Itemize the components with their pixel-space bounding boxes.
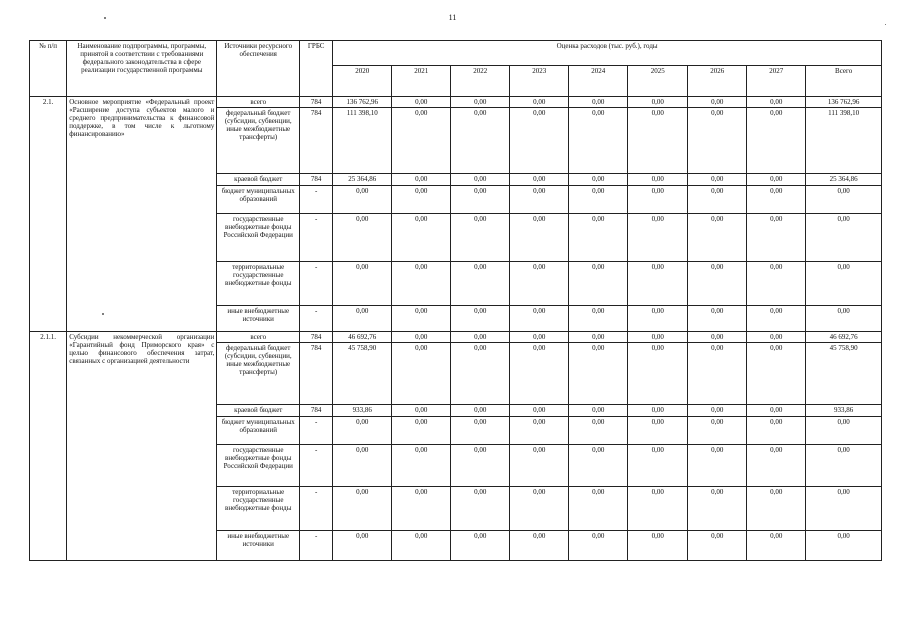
value-total: 45 758,90: [806, 343, 882, 405]
value-2023: 0,00: [510, 417, 569, 445]
grbs-code: -: [300, 487, 333, 531]
value-2021: 0,00: [392, 343, 451, 405]
grbs-code: -: [300, 214, 333, 262]
value-total: 0,00: [806, 531, 882, 561]
value-2026: 0,00: [688, 214, 747, 262]
funding-source: государственные внебюджетные фонды Российской Федерации: [217, 214, 300, 262]
value-total: 0,00: [806, 186, 882, 214]
value-2021: 0,00: [392, 108, 451, 174]
header-estimate: Оценка расходов (тыс. руб.), годы: [333, 41, 882, 66]
value-2027: 0,00: [747, 487, 806, 531]
value-2026: 0,00: [688, 174, 747, 186]
value-2023: 0,00: [510, 108, 569, 174]
value-2022: 0,00: [451, 306, 510, 332]
scan-speck: [104, 17, 106, 19]
value-2026: 0,00: [688, 108, 747, 174]
value-2025: 0,00: [628, 262, 688, 306]
value-2024: 0,00: [569, 487, 628, 531]
grbs-code: -: [300, 186, 333, 214]
value-2027: 0,00: [747, 174, 806, 186]
value-2020: 0,00: [333, 214, 392, 262]
value-2020: 0,00: [333, 306, 392, 332]
value-2021: 0,00: [392, 306, 451, 332]
header-total: Всего: [806, 66, 882, 97]
section-name: Субсидии некоммерческой организации «Гарантийный фонд Приморского края» с целью финансового обеспечения затрат, связанных с организацией деятельности: [67, 332, 217, 561]
grbs-code: -: [300, 445, 333, 487]
header-year: 2020: [333, 66, 392, 97]
value-2026: 0,00: [688, 306, 747, 332]
value-2025: 0,00: [628, 417, 688, 445]
value-2022: 0,00: [451, 97, 510, 108]
grbs-code: 784: [300, 405, 333, 417]
value-2027: 0,00: [747, 306, 806, 332]
grbs-code: -: [300, 417, 333, 445]
table-row: [30, 332, 882, 343]
value-2024: 0,00: [569, 97, 628, 108]
value-2026: 0,00: [688, 417, 747, 445]
value-total: 933,86: [806, 405, 882, 417]
value-2021: 0,00: [392, 186, 451, 214]
value-2021: 0,00: [392, 445, 451, 487]
value-2022: 0,00: [451, 332, 510, 343]
value-2024: 0,00: [569, 405, 628, 417]
value-2023: 0,00: [510, 174, 569, 186]
value-2022: 0,00: [451, 487, 510, 531]
funding-source: иные внебюджетные источники: [217, 306, 300, 332]
value-2027: 0,00: [747, 445, 806, 487]
funding-source: территориальные государственные внебюджетные фонды: [217, 487, 300, 531]
value-2020: 933,86: [333, 405, 392, 417]
funding-source: всего: [217, 97, 300, 108]
value-2027: 0,00: [747, 186, 806, 214]
value-2021: 0,00: [392, 174, 451, 186]
value-2024: 0,00: [569, 174, 628, 186]
value-2025: 0,00: [628, 186, 688, 214]
grbs-code: 784: [300, 332, 333, 343]
value-total: 111 398,10: [806, 108, 882, 174]
value-2020: 136 762,96: [333, 97, 392, 108]
header-source: Источники ресурсного обеспечения: [217, 41, 300, 97]
value-2020: 0,00: [333, 262, 392, 306]
section-code: 2.1.1.: [30, 332, 67, 561]
value-2024: 0,00: [569, 186, 628, 214]
funding-source: всего: [217, 332, 300, 343]
scan-speck: [885, 24, 886, 25]
value-2026: 0,00: [688, 97, 747, 108]
value-2027: 0,00: [747, 214, 806, 262]
value-2024: 0,00: [569, 332, 628, 343]
header-year: 2027: [747, 66, 806, 97]
value-2020: 45 758,90: [333, 343, 392, 405]
funding-source: федеральный бюджет (субсидии, субвенции, иные межбюджетные трансферты): [217, 108, 300, 174]
budget-table: [29, 40, 882, 561]
value-total: 0,00: [806, 306, 882, 332]
value-2022: 0,00: [451, 343, 510, 405]
value-2024: 0,00: [569, 306, 628, 332]
value-2022: 0,00: [451, 445, 510, 487]
funding-source: краевой бюджет: [217, 405, 300, 417]
funding-source: государственные внебюджетные фонды Российской Федерации: [217, 445, 300, 487]
value-2020: 0,00: [333, 487, 392, 531]
value-2023: 0,00: [510, 306, 569, 332]
value-2021: 0,00: [392, 405, 451, 417]
value-2027: 0,00: [747, 417, 806, 445]
header-no: № п/п: [30, 41, 67, 97]
value-2020: 25 364,86: [333, 174, 392, 186]
value-2023: 0,00: [510, 214, 569, 262]
value-2027: 0,00: [747, 97, 806, 108]
funding-source: территориальные государственные внебюджетные фонды: [217, 262, 300, 306]
grbs-code: 784: [300, 174, 333, 186]
value-2023: 0,00: [510, 405, 569, 417]
funding-source: бюджет муниципальных образований: [217, 186, 300, 214]
value-2024: 0,00: [569, 343, 628, 405]
value-2023: 0,00: [510, 97, 569, 108]
value-2022: 0,00: [451, 417, 510, 445]
value-2020: 0,00: [333, 445, 392, 487]
value-2025: 0,00: [628, 97, 688, 108]
header-grbs: ГРБС: [300, 41, 333, 97]
value-total: 0,00: [806, 487, 882, 531]
value-2022: 0,00: [451, 531, 510, 561]
value-2027: 0,00: [747, 343, 806, 405]
header-year: 2024: [569, 66, 628, 97]
header-year: 2021: [392, 66, 451, 97]
value-2020: 0,00: [333, 531, 392, 561]
value-2023: 0,00: [510, 445, 569, 487]
section-name: Основное мероприятие «Федеральный проект «Расширение доступа субъектов малого и среднего предпринимательства к финансовой поддержке, в том числе к льготному финансированию»: [67, 97, 217, 332]
header-year: 2026: [688, 66, 747, 97]
value-2022: 0,00: [451, 405, 510, 417]
value-2026: 0,00: [688, 487, 747, 531]
funding-source: краевой бюджет: [217, 174, 300, 186]
value-2021: 0,00: [392, 262, 451, 306]
value-2025: 0,00: [628, 487, 688, 531]
value-2021: 0,00: [392, 417, 451, 445]
value-2024: 0,00: [569, 531, 628, 561]
value-2026: 0,00: [688, 332, 747, 343]
funding-source: федеральный бюджет (субсидии, субвенции, иные межбюджетные трансферты): [217, 343, 300, 405]
grbs-code: -: [300, 531, 333, 561]
value-2026: 0,00: [688, 343, 747, 405]
value-total: 0,00: [806, 214, 882, 262]
value-2024: 0,00: [569, 445, 628, 487]
value-2027: 0,00: [747, 108, 806, 174]
value-2026: 0,00: [688, 262, 747, 306]
grbs-code: 784: [300, 97, 333, 108]
value-2025: 0,00: [628, 306, 688, 332]
grbs-code: 784: [300, 108, 333, 174]
value-2021: 0,00: [392, 97, 451, 108]
grbs-code: -: [300, 262, 333, 306]
value-2022: 0,00: [451, 262, 510, 306]
header-year: 2023: [510, 66, 569, 97]
page-number: 11: [448, 13, 457, 22]
value-2021: 0,00: [392, 487, 451, 531]
value-2025: 0,00: [628, 174, 688, 186]
value-2026: 0,00: [688, 531, 747, 561]
table-body: [30, 97, 882, 561]
grbs-code: -: [300, 306, 333, 332]
value-2022: 0,00: [451, 186, 510, 214]
value-2023: 0,00: [510, 186, 569, 214]
value-2024: 0,00: [569, 214, 628, 262]
value-2027: 0,00: [747, 262, 806, 306]
value-2023: 0,00: [510, 262, 569, 306]
value-2020: 46 692,76: [333, 332, 392, 343]
funding-source: иные внебюджетные источники: [217, 531, 300, 561]
value-2025: 0,00: [628, 531, 688, 561]
value-2021: 0,00: [392, 531, 451, 561]
header-year: 2022: [451, 66, 510, 97]
value-2024: 0,00: [569, 417, 628, 445]
header-row-1: [30, 41, 882, 66]
funding-source: бюджет муниципальных образований: [217, 417, 300, 445]
value-total: 0,00: [806, 262, 882, 306]
value-2023: 0,00: [510, 332, 569, 343]
grbs-code: 784: [300, 343, 333, 405]
value-2025: 0,00: [628, 108, 688, 174]
value-2021: 0,00: [392, 214, 451, 262]
value-2024: 0,00: [569, 262, 628, 306]
value-2025: 0,00: [628, 445, 688, 487]
section-code: 2.1.: [30, 97, 67, 332]
value-total: 0,00: [806, 445, 882, 487]
value-2022: 0,00: [451, 174, 510, 186]
value-2027: 0,00: [747, 332, 806, 343]
value-2021: 0,00: [392, 332, 451, 343]
value-2023: 0,00: [510, 487, 569, 531]
value-2026: 0,00: [688, 405, 747, 417]
value-total: 136 762,96: [806, 97, 882, 108]
value-2025: 0,00: [628, 343, 688, 405]
value-2020: 0,00: [333, 186, 392, 214]
value-2020: 0,00: [333, 417, 392, 445]
value-2026: 0,00: [688, 186, 747, 214]
value-total: 25 364,86: [806, 174, 882, 186]
value-2025: 0,00: [628, 405, 688, 417]
value-2025: 0,00: [628, 332, 688, 343]
value-2025: 0,00: [628, 214, 688, 262]
value-2023: 0,00: [510, 531, 569, 561]
table-row: [30, 97, 882, 108]
value-2020: 111 398,10: [333, 108, 392, 174]
value-total: 46 692,76: [806, 332, 882, 343]
value-2027: 0,00: [747, 405, 806, 417]
value-2022: 0,00: [451, 214, 510, 262]
header-name: Наименование подпрограммы, программы, принятой в соответствии с требованиями федерального законодательства в сфере реализации государственной программы: [67, 41, 217, 97]
value-2027: 0,00: [747, 531, 806, 561]
value-2022: 0,00: [451, 108, 510, 174]
value-2023: 0,00: [510, 343, 569, 405]
header-year: 2025: [628, 66, 688, 97]
value-2024: 0,00: [569, 108, 628, 174]
value-2026: 0,00: [688, 445, 747, 487]
value-total: 0,00: [806, 417, 882, 445]
